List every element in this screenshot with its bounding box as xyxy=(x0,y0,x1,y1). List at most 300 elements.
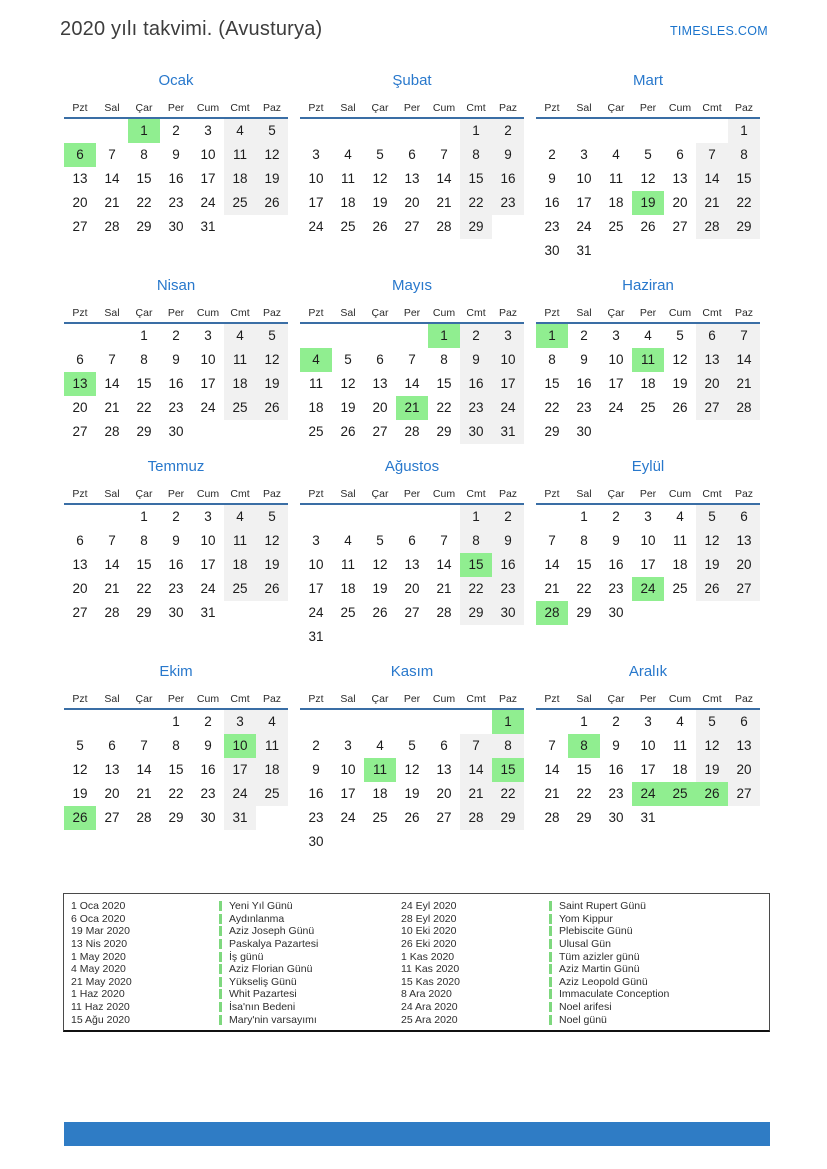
day-cell: 13 xyxy=(696,348,728,372)
day-cell xyxy=(696,806,728,830)
holiday-marker xyxy=(549,914,552,924)
day-cell: 22 xyxy=(460,191,492,215)
weekday-label: Cum xyxy=(432,488,456,500)
holiday-marker xyxy=(219,901,222,911)
day-cell: 31 xyxy=(224,806,256,830)
week-row xyxy=(64,601,288,625)
day-cell: 31 xyxy=(200,605,216,620)
week-row xyxy=(300,710,524,734)
day-cell: 27 xyxy=(436,810,452,825)
day-cell: 20 xyxy=(696,372,728,396)
day-cell: 15 xyxy=(136,376,152,391)
weekday-label: Cmt xyxy=(230,488,250,500)
legend-row xyxy=(401,925,769,938)
day-cell: 20 xyxy=(72,195,88,210)
day-cell: 29 xyxy=(492,806,524,830)
week-row xyxy=(300,396,524,420)
weekday-label: Cmt xyxy=(466,693,486,705)
holiday-name xyxy=(219,1001,295,1013)
holiday-name xyxy=(219,900,293,912)
day-cell: 13 xyxy=(404,557,420,572)
day-cell: 13 xyxy=(72,557,88,572)
day-cell: 19 xyxy=(372,581,388,596)
day-cell xyxy=(600,119,632,143)
day-cell: 4 xyxy=(224,505,256,529)
day-cell: 8 xyxy=(492,734,524,758)
day-cell: 29 xyxy=(576,605,592,620)
day-cell: 30 xyxy=(168,605,184,620)
day-cell: 16 xyxy=(168,376,184,391)
day-cell: 13 xyxy=(372,376,388,391)
week-row xyxy=(64,396,288,420)
day-cell xyxy=(396,119,428,143)
day-cell: 12 xyxy=(696,734,728,758)
weekday-header-row xyxy=(536,304,760,324)
day-cell: 31 xyxy=(576,243,592,258)
day-cell: 11 xyxy=(256,734,288,758)
day-cell: 1 xyxy=(128,119,160,143)
day-cell: 4 xyxy=(256,710,288,734)
month-5 xyxy=(536,277,760,444)
day-cell: 26 xyxy=(640,219,656,234)
day-cell: 6 xyxy=(408,147,416,162)
holiday-name xyxy=(219,951,263,963)
day-cell: 21 xyxy=(104,581,120,596)
day-cell: 8 xyxy=(580,533,588,548)
weekday-label: Cum xyxy=(432,102,456,114)
day-cell xyxy=(536,119,568,143)
day-cell: 1 xyxy=(728,119,760,143)
day-cell: 6 xyxy=(76,352,84,367)
day-cell: 9 xyxy=(312,762,320,777)
day-cell: 7 xyxy=(548,533,556,548)
day-cell: 16 xyxy=(492,167,524,191)
day-cell: 16 xyxy=(200,762,216,777)
day-cell: 5 xyxy=(376,147,384,162)
day-cell: 10 xyxy=(640,533,656,548)
day-cell: 15 xyxy=(492,758,524,782)
day-cell xyxy=(96,324,128,348)
month-6 xyxy=(64,458,288,625)
weekday-label: Çar xyxy=(371,102,389,114)
day-cell: 5 xyxy=(344,352,352,367)
weekday-label: Cum xyxy=(668,307,692,319)
month-title: Mart xyxy=(633,72,663,89)
day-cell: 19 xyxy=(372,195,388,210)
day-cell: 26 xyxy=(340,424,356,439)
legend-row xyxy=(71,900,401,913)
day-cell: 14 xyxy=(104,171,120,186)
day-cell: 1 xyxy=(580,509,588,524)
holiday-marker xyxy=(219,964,222,974)
holiday-name xyxy=(219,1014,317,1026)
holiday-date: 11 Haz 2020 xyxy=(71,1001,130,1014)
week-row xyxy=(300,324,524,348)
day-cell: 23 xyxy=(168,195,184,210)
day-cell xyxy=(696,601,728,625)
weekday-label: Paz xyxy=(498,307,518,319)
day-cell: 5 xyxy=(376,533,384,548)
day-cell: 22 xyxy=(576,786,592,801)
day-cell: 28 xyxy=(696,215,728,239)
day-cell: 12 xyxy=(72,762,88,777)
weekday-label: Paz xyxy=(262,693,282,705)
day-cell: 8 xyxy=(548,352,556,367)
day-cell: 17 xyxy=(200,376,216,391)
day-cell: 12 xyxy=(372,171,388,186)
weekday-label: Per xyxy=(639,102,657,114)
weekday-label: Cmt xyxy=(230,307,250,319)
day-cell xyxy=(300,710,332,734)
day-cell: 1 xyxy=(492,710,524,734)
day-cell: 17 xyxy=(340,786,356,801)
holiday-date: 24 Eyl 2020 xyxy=(401,900,457,913)
day-cell: 21 xyxy=(696,191,728,215)
week-row xyxy=(64,553,288,577)
legend-row xyxy=(401,1013,769,1026)
day-cell: 4 xyxy=(224,324,256,348)
holiday-label: Aziz Florian Günü xyxy=(229,963,313,976)
day-cell: 12 xyxy=(672,352,688,367)
weekday-label: Paz xyxy=(734,307,754,319)
day-cell: 17 xyxy=(492,372,524,396)
weekday-label: Cum xyxy=(196,102,220,114)
weekday-label: Pzt xyxy=(308,102,324,114)
day-cell: 11 xyxy=(224,348,256,372)
day-cell: 2 xyxy=(172,123,180,138)
week-row xyxy=(300,167,524,191)
week-row xyxy=(64,758,288,782)
legend-row xyxy=(71,963,401,976)
day-cell: 20 xyxy=(436,786,452,801)
day-cell: 26 xyxy=(404,810,420,825)
weekday-label: Per xyxy=(639,693,657,705)
day-cell: 15 xyxy=(576,762,592,777)
day-cell: 8 xyxy=(440,352,448,367)
day-cell: 6 xyxy=(408,533,416,548)
day-cell: 4 xyxy=(300,348,332,372)
month-title: Eylül xyxy=(631,458,665,475)
day-cell: 3 xyxy=(612,328,620,343)
site-link[interactable]: TIMESLES.COM xyxy=(669,24,768,38)
day-cell xyxy=(256,601,288,625)
day-cell: 30 xyxy=(492,601,524,625)
day-cell: 24 xyxy=(632,577,664,601)
day-cell: 12 xyxy=(256,348,288,372)
day-cell: 21 xyxy=(104,400,120,415)
weekday-label: Per xyxy=(403,307,421,319)
day-cell: 16 xyxy=(308,786,324,801)
day-cell: 19 xyxy=(72,786,88,801)
day-cell: 22 xyxy=(576,581,592,596)
legend-row xyxy=(71,913,401,926)
day-cell: 22 xyxy=(492,782,524,806)
weekday-label: Per xyxy=(167,693,185,705)
week-row xyxy=(300,758,524,782)
day-cell: 20 xyxy=(104,786,120,801)
day-cell: 27 xyxy=(72,605,88,620)
week-row xyxy=(64,215,288,239)
holiday-date: 25 Ara 2020 xyxy=(401,1013,458,1026)
day-cell xyxy=(428,625,460,649)
day-cell: 23 xyxy=(492,577,524,601)
day-cell xyxy=(632,239,664,263)
weekday-label: Çar xyxy=(135,102,153,114)
day-cell: 30 xyxy=(200,810,216,825)
holiday-label: Aziz Joseph Günü xyxy=(229,925,315,938)
day-cell: 28 xyxy=(436,605,452,620)
weekday-label: Paz xyxy=(262,488,282,500)
day-cell: 18 xyxy=(308,400,324,415)
holiday-name xyxy=(549,976,648,988)
day-cell: 8 xyxy=(460,143,492,167)
day-cell: 2 xyxy=(204,714,212,729)
holiday-date: 8 Ara 2020 xyxy=(401,988,452,1001)
day-cell: 29 xyxy=(136,605,152,620)
day-cell: 1 xyxy=(428,324,460,348)
holiday-date: 1 May 2020 xyxy=(71,950,126,963)
day-cell: 5 xyxy=(408,738,416,753)
day-cell: 3 xyxy=(204,328,212,343)
day-cell: 4 xyxy=(644,328,652,343)
weekday-label: Cum xyxy=(668,693,692,705)
day-cell: 5 xyxy=(256,505,288,529)
day-cell: 26 xyxy=(696,577,728,601)
day-cell: 6 xyxy=(728,505,760,529)
day-cell: 24 xyxy=(200,195,216,210)
weekday-label: Pzt xyxy=(544,307,560,319)
day-cell: 28 xyxy=(460,806,492,830)
day-cell: 19 xyxy=(256,372,288,396)
day-cell: 14 xyxy=(460,758,492,782)
holiday-date: 1 Oca 2020 xyxy=(71,900,126,913)
day-cell xyxy=(396,710,428,734)
weekday-header-row xyxy=(64,99,288,119)
weekday-label: Cum xyxy=(432,693,456,705)
day-cell: 19 xyxy=(404,786,420,801)
day-cell: 27 xyxy=(372,424,388,439)
day-cell xyxy=(428,710,460,734)
month-10 xyxy=(300,663,524,854)
day-cell: 27 xyxy=(104,810,120,825)
week-row xyxy=(536,806,760,830)
day-cell: 6 xyxy=(728,710,760,734)
day-cell: 20 xyxy=(72,581,88,596)
week-row xyxy=(300,553,524,577)
month-7 xyxy=(300,458,524,649)
day-cell: 20 xyxy=(404,581,420,596)
weekday-label: Sal xyxy=(576,488,592,500)
day-cell: 11 xyxy=(340,171,355,186)
day-cell: 15 xyxy=(436,376,452,391)
day-cell: 2 xyxy=(172,509,180,524)
legend-row xyxy=(401,1001,769,1014)
day-cell: 10 xyxy=(308,171,324,186)
day-cell: 27 xyxy=(404,219,420,234)
month-0 xyxy=(64,72,288,239)
day-cell: 24 xyxy=(632,782,664,806)
holiday-name xyxy=(219,963,312,975)
day-cell: 2 xyxy=(612,714,620,729)
holiday-label: Ulusal Gün xyxy=(559,938,611,951)
day-cell: 10 xyxy=(224,734,256,758)
day-cell: 23 xyxy=(544,219,560,234)
holiday-marker xyxy=(549,989,552,999)
day-cell xyxy=(332,830,364,854)
day-cell: 5 xyxy=(256,324,288,348)
holiday-date: 24 Ara 2020 xyxy=(401,1001,458,1014)
holiday-label: Aziz Leopold Günü xyxy=(559,975,648,988)
day-cell: 27 xyxy=(404,605,420,620)
day-cell: 26 xyxy=(256,191,288,215)
week-row xyxy=(64,420,288,444)
day-cell: 12 xyxy=(372,557,388,572)
week-row xyxy=(536,758,760,782)
day-cell: 16 xyxy=(608,762,624,777)
holiday-legend xyxy=(63,893,770,1032)
week-row xyxy=(64,167,288,191)
week-row xyxy=(300,806,524,830)
day-cell: 20 xyxy=(404,195,420,210)
day-cell: 19 xyxy=(696,553,728,577)
day-cell: 15 xyxy=(728,167,760,191)
legend-row xyxy=(71,976,401,989)
day-cell: 30 xyxy=(168,219,184,234)
day-cell: 5 xyxy=(76,738,84,753)
day-cell: 14 xyxy=(544,762,560,777)
week-row xyxy=(300,191,524,215)
day-cell: 30 xyxy=(608,810,624,825)
day-cell: 10 xyxy=(200,147,216,162)
weekday-label: Çar xyxy=(607,488,625,500)
day-cell: 23 xyxy=(460,396,492,420)
weekday-label: Çar xyxy=(371,307,389,319)
day-cell: 6 xyxy=(676,147,684,162)
holiday-name xyxy=(549,900,646,912)
day-cell xyxy=(192,420,224,444)
day-cell: 7 xyxy=(728,324,760,348)
month-title: Ağustos xyxy=(384,458,440,475)
day-cell xyxy=(460,625,492,649)
weekday-label: Sal xyxy=(340,307,356,319)
day-cell: 2 xyxy=(548,147,556,162)
week-row xyxy=(536,167,760,191)
week-row xyxy=(536,239,760,263)
day-cell: 9 xyxy=(492,529,524,553)
holiday-date: 13 Nis 2020 xyxy=(71,938,128,951)
day-cell: 20 xyxy=(72,400,88,415)
day-cell: 28 xyxy=(436,219,452,234)
day-cell xyxy=(492,830,524,854)
day-cell: 18 xyxy=(340,581,356,596)
day-cell: 7 xyxy=(440,147,448,162)
day-cell: 13 xyxy=(728,734,760,758)
weekday-label: Pzt xyxy=(308,488,324,500)
holiday-name xyxy=(549,1014,607,1026)
weekday-label: Cmt xyxy=(702,488,722,500)
day-cell: 12 xyxy=(256,529,288,553)
holiday-date: 15 Kas 2020 xyxy=(401,975,460,988)
day-cell: 9 xyxy=(580,352,588,367)
day-cell xyxy=(664,420,696,444)
day-cell xyxy=(256,806,288,830)
week-row xyxy=(536,396,760,420)
week-row xyxy=(64,372,288,396)
day-cell: 24 xyxy=(576,219,592,234)
legend-row xyxy=(71,1001,401,1014)
weekday-header-row xyxy=(536,690,760,710)
day-cell: 18 xyxy=(672,762,688,777)
day-cell: 27 xyxy=(728,782,760,806)
week-row xyxy=(536,734,760,758)
day-cell xyxy=(332,710,364,734)
holiday-marker xyxy=(549,952,552,962)
week-row xyxy=(300,505,524,529)
weekday-label: Paz xyxy=(262,307,282,319)
holiday-name xyxy=(549,938,611,950)
day-cell: 14 xyxy=(696,167,728,191)
day-cell: 2 xyxy=(612,509,620,524)
day-cell: 18 xyxy=(608,195,624,210)
week-row xyxy=(64,191,288,215)
day-cell: 25 xyxy=(340,219,356,234)
day-cell xyxy=(396,505,428,529)
day-cell: 12 xyxy=(640,171,656,186)
day-cell xyxy=(96,505,128,529)
day-cell: 29 xyxy=(168,810,184,825)
holiday-name xyxy=(549,913,613,925)
holiday-marker xyxy=(549,926,552,936)
day-cell: 5 xyxy=(644,147,652,162)
day-cell: 8 xyxy=(172,738,180,753)
day-cell: 3 xyxy=(312,147,320,162)
weekday-label: Paz xyxy=(734,488,754,500)
weekday-label: Sal xyxy=(104,488,120,500)
day-cell: 24 xyxy=(308,605,324,620)
day-cell: 26 xyxy=(372,605,388,620)
weekday-header-row xyxy=(300,485,524,505)
legend-row xyxy=(401,976,769,989)
day-cell: 27 xyxy=(72,424,88,439)
weekday-label: Çar xyxy=(607,102,625,114)
week-row xyxy=(536,348,760,372)
legend-row xyxy=(401,950,769,963)
day-cell: 4 xyxy=(612,147,620,162)
day-cell xyxy=(696,420,728,444)
day-cell: 28 xyxy=(104,605,120,620)
week-row xyxy=(64,529,288,553)
day-cell: 6 xyxy=(64,143,96,167)
day-cell: 29 xyxy=(728,215,760,239)
day-cell: 16 xyxy=(492,553,524,577)
day-cell: 30 xyxy=(544,243,560,258)
holiday-label: Saint Rupert Günü xyxy=(559,900,646,913)
weekday-label: Pzt xyxy=(72,307,88,319)
day-cell: 27 xyxy=(672,219,688,234)
day-cell xyxy=(728,601,760,625)
day-cell: 26 xyxy=(256,396,288,420)
day-cell: 30 xyxy=(168,424,184,439)
weekday-label: Per xyxy=(403,488,421,500)
day-cell: 10 xyxy=(200,533,216,548)
day-cell: 9 xyxy=(548,171,556,186)
weekday-label: Paz xyxy=(498,488,518,500)
day-cell: 16 xyxy=(460,372,492,396)
day-cell: 23 xyxy=(200,786,216,801)
day-cell: 24 xyxy=(308,219,324,234)
day-cell xyxy=(600,420,632,444)
holiday-date: 10 Eki 2020 xyxy=(401,925,457,938)
